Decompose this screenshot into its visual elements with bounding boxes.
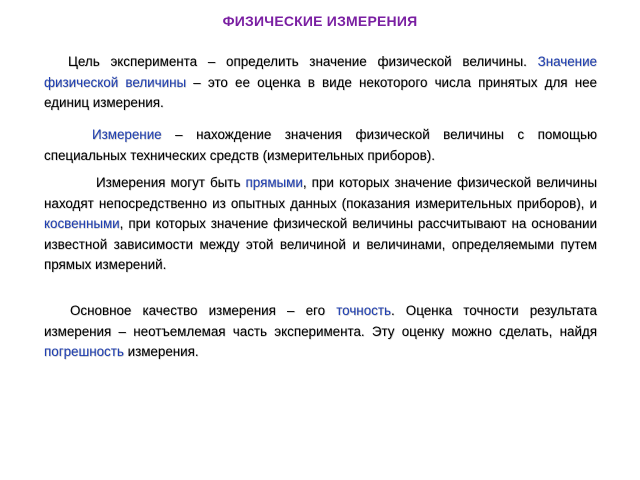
text-run: – нахождение значения физической величины с помощью специальных технических средств (измерительных приборов). [44, 127, 597, 163]
text-run: Цель эксперимента – определить значение физической величины. [68, 54, 538, 69]
text-run: , при которых значение физической величины находят непосредственно из опытных данных (показания измерительных приборов), и [44, 175, 597, 211]
term-accuracy: точность [336, 303, 391, 318]
paragraph-experiment-goal [44, 52, 597, 114]
paragraph-measurement-accuracy [44, 301, 597, 363]
paragraph-measurement-types [44, 173, 597, 276]
text-run: измерения. [123, 344, 199, 360]
text-run: . Оценка точности результата измерения – неотъемлемая часть эксперимента. Эту оценку можно сделать, найдя [44, 303, 597, 339]
text-run: – это ее оценка в виде некоторого числа принятых для нее единиц измерения. [44, 74, 597, 111]
text-run: Основное качество измерения – его [70, 303, 337, 318]
term-direct: прямыми [245, 175, 303, 190]
term-indirect: косвенными [44, 216, 120, 232]
slide-title: ФИЗИЧЕСКИЕ ИЗМЕРЕНИЯ [222, 13, 418, 29]
term-measurement: Измерение [92, 127, 162, 142]
text-run: Измерения могут быть [96, 175, 246, 190]
term-value-of-physical-quantity: Значение физической величины [44, 54, 597, 90]
text-run: , при которых значение физической величины рассчитывают на основании известной зависимости между этой величиной и величинами, определяемыми путем прямых измерений. [44, 216, 597, 273]
paragraph-measurement-definition [44, 125, 597, 166]
term-error: погрешность [44, 344, 124, 360]
